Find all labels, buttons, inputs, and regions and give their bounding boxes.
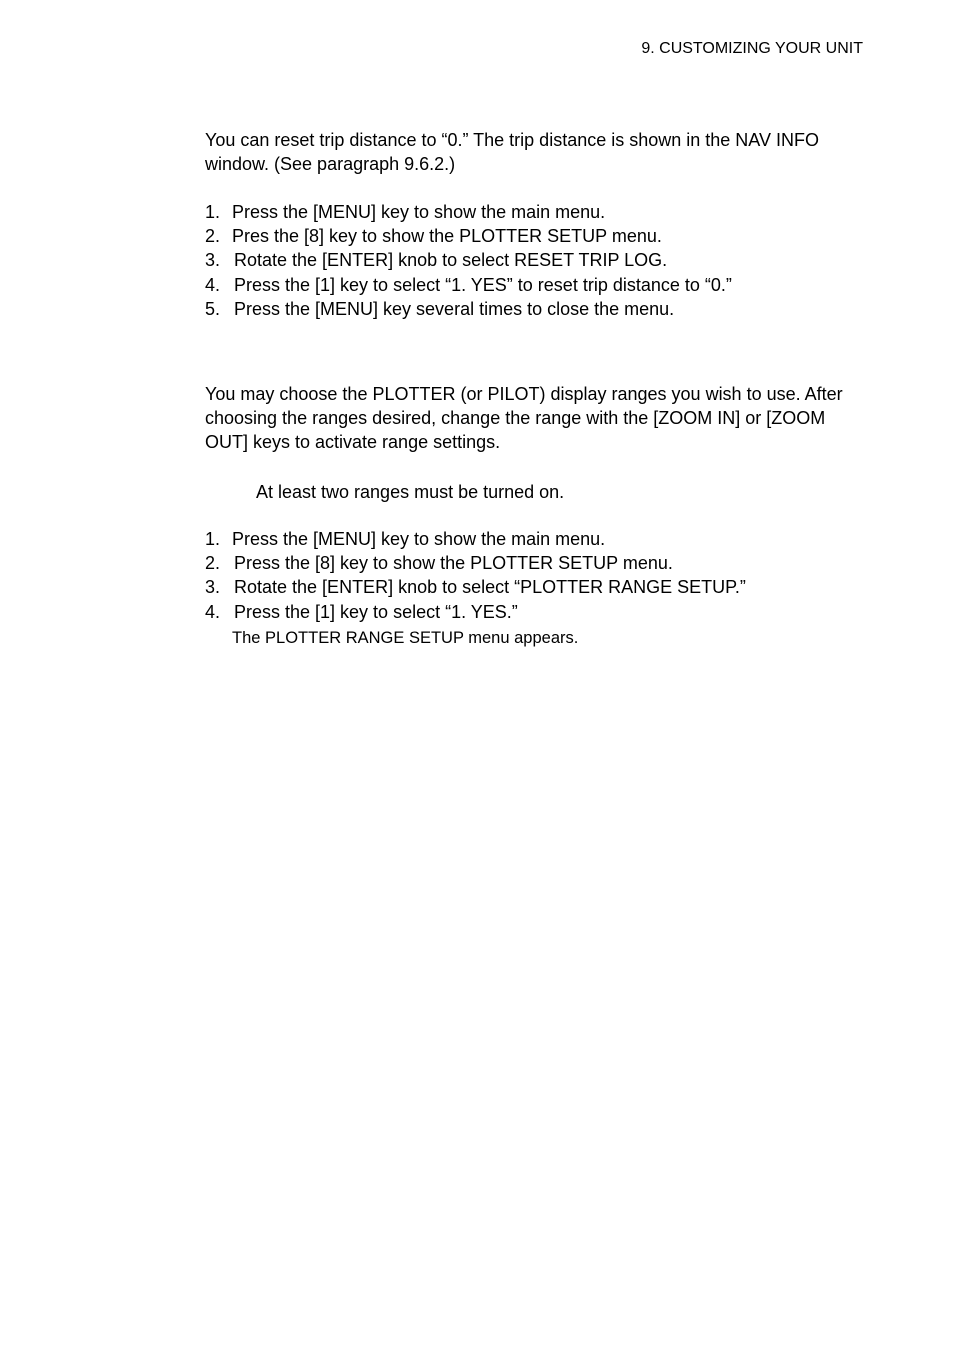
- step-text: Rotate the [ENTER] knob to select RESET TRIP LOG.: [234, 250, 668, 271]
- list-item: [205, 248, 870, 272]
- range-setup-steps: [205, 527, 870, 624]
- step-text: Press the [8] key to show the PLOTTER SETUP menu.: [234, 553, 673, 574]
- step-text: Press the [MENU] key several times to close the menu.: [234, 298, 675, 319]
- step-number: 2.: [205, 553, 221, 574]
- running-header: 9. CUSTOMIZING YOUR UNIT: [641, 40, 863, 57]
- trip-log-intro: You can reset trip distance to “0.” The trip distance is shown in the NAV INFO window. (See paragraph 9.6.2.): [205, 130, 819, 175]
- range-setup-section: [205, 382, 870, 455]
- list-item: [205, 224, 870, 248]
- step-result: The PLOTTER RANGE SETUP menu appears.: [232, 629, 579, 647]
- trip-log-section: [205, 128, 870, 176]
- step-number: 1.: [205, 202, 221, 222]
- list-item: [205, 273, 870, 297]
- list-item: [205, 575, 870, 599]
- trip-log-steps: [205, 200, 870, 321]
- step-text: Press the [MENU] key to show the main menu.: [232, 202, 606, 222]
- step-number: 3.: [205, 250, 221, 271]
- step-number: 4.: [205, 601, 221, 622]
- step-number: 4.: [205, 274, 221, 295]
- step-text: Rotate the [ENTER] knob to select “PLOTTER RANGE SETUP.”: [234, 577, 746, 598]
- list-item: [205, 600, 870, 624]
- list-item: [205, 297, 870, 321]
- range-setup-intro: You may choose the PLOTTER (or PILOT) display ranges you wish to use. After choosing the ranges desired, change the range with the [ZOOM IN] or [ZOOM OUT] keys to activate range settings.: [205, 384, 843, 453]
- step-number: 5.: [205, 298, 221, 319]
- step-number: 3.: [205, 577, 221, 598]
- range-setup-note: At least two ranges must be turned on.: [256, 482, 565, 502]
- list-item: [205, 200, 870, 224]
- step-text: Press the [1] key to select “1. YES.”: [234, 601, 518, 622]
- list-item: [205, 551, 870, 575]
- step-text: Press the [1] key to select “1. YES” to reset trip distance to “0.”: [234, 274, 732, 295]
- list-item: [205, 527, 870, 551]
- step-number: 2.: [205, 226, 221, 247]
- step-text: Pres the [8] key to show the PLOTTER SETUP menu.: [232, 226, 662, 247]
- step-number: 1.: [205, 529, 221, 549]
- step-text: Press the [MENU] key to show the main menu.: [232, 529, 606, 549]
